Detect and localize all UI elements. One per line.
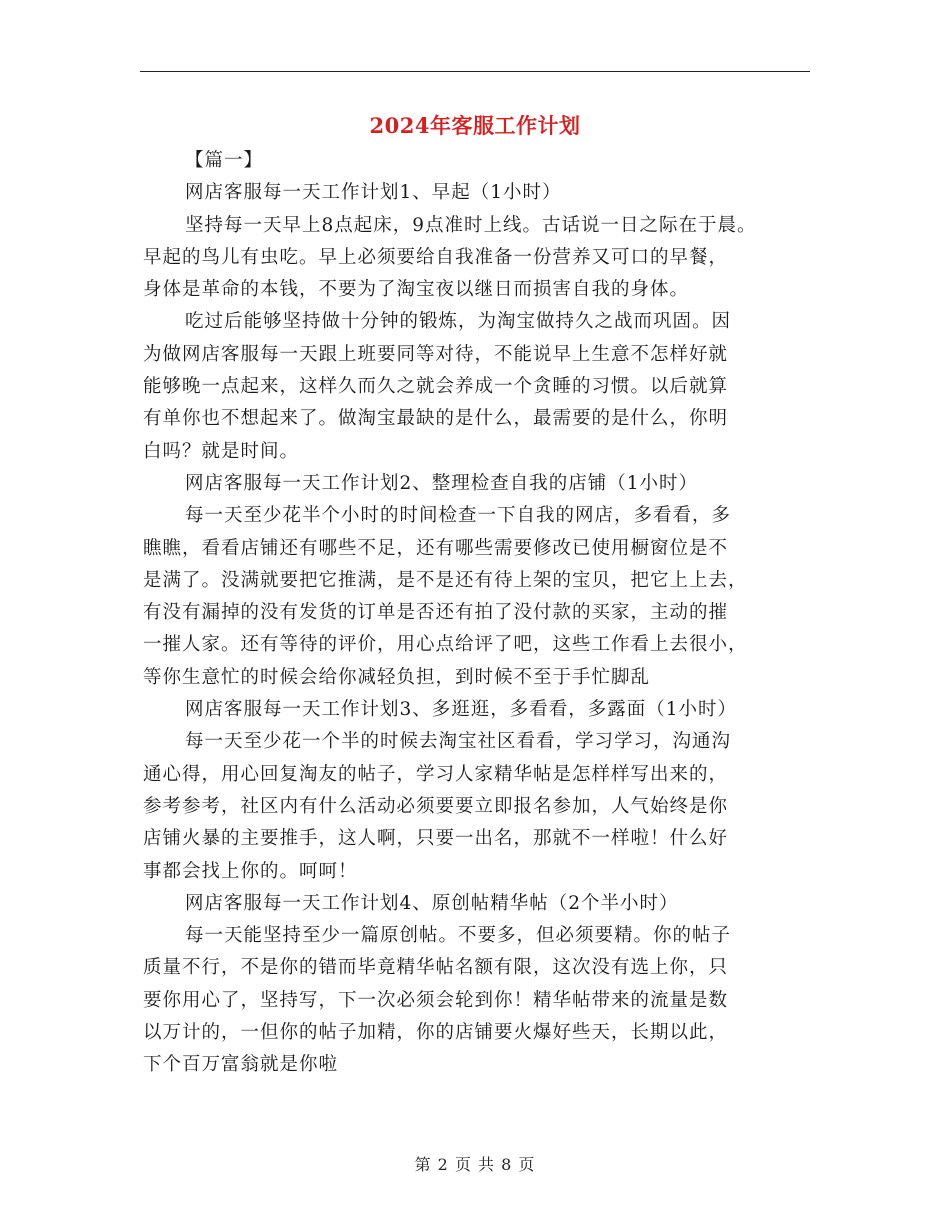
body-text-line: 以万计的，一但你的帖子加精，你的店铺要火爆好些天，长期以此，	[143, 1022, 729, 1044]
body-text-line: 身体是革命的本钱，不要为了淘宝夜以继日而损害自我的身体。	[143, 279, 690, 301]
page-number-label: 第 2 页 共 8 页	[414, 1155, 536, 1174]
document-title: 2024年客服工作计划	[369, 113, 581, 138]
body-text-line: 网店客服每一天工作计划4、原创帖精华帖（2个半小时）	[185, 892, 679, 914]
body-text-line: 每一天至少花半个小时的时间检查一下自我的网店，多看看，多	[185, 505, 732, 527]
body-text-line: 瞧瞧，看看店铺还有哪些不足，还有哪些需要修改已使用橱窗位是不	[143, 537, 729, 559]
body-text-line: 要你用心了，坚持写，下一次必须会轮到你！精华帖带来的流量是数	[143, 989, 729, 1011]
body-text-line: 网店客服每一天工作计划3、多逛逛，多看看，多露面（1小时）	[185, 699, 738, 721]
body-text-line: 网店客服每一天工作计划2、整理检查自我的店铺（1小时）	[185, 472, 699, 494]
body-text-line: 早起的鸟儿有虫吃。早上必须要给自我准备一份营养又可口的早餐，	[143, 246, 729, 268]
document-body	[143, 145, 815, 1082]
body-text-line: 能够晚一点起来，这样久而久之就会养成一个贪睡的习惯。以后就算	[143, 376, 729, 398]
header-rule	[140, 71, 810, 72]
body-text-line: 有单你也不想起来了。做淘宝最缺的是什么，最需要的是什么，你明	[143, 408, 729, 430]
body-text-line: 为做网店客服每一天跟上班要同等对待，不能说早上生意不怎样好就	[143, 343, 729, 365]
body-text-line: 网店客服每一天工作计划1、早起（1小时）	[185, 182, 562, 204]
body-text-line: 每一天至少花一个半的时候去淘宝社区看看，学习学习，沟通沟	[185, 731, 732, 753]
body-text-line: 等你生意忙的时候会给你减轻负担，到时候不至于手忙脚乱	[143, 666, 651, 688]
body-text-line: 有没有漏掉的没有发货的订单是否还有拍了没付款的买家，主动的摧	[143, 602, 729, 624]
body-text-line: 通心得，用心回复淘友的帖子，学习人家精华帖是怎样样写出来的，	[143, 763, 729, 785]
body-text-line: 一摧人家。还有等待的评价，用心点给评了吧，这些工作看上去很小，	[143, 634, 748, 656]
body-text-line: 吃过后能够坚持做十分钟的锻炼，为淘宝做持久之战而巩固。因	[185, 311, 732, 333]
body-text-line: 坚持每一天早上8点起床，9点准时上线。古话说一日之际在于晨。	[185, 214, 757, 236]
body-text-line: 【篇一】	[185, 150, 264, 171]
page-footer	[0, 1152, 950, 1175]
body-text-line: 每一天能坚持至少一篇原创帖。不要多，但必须要精。你的帖子	[185, 925, 732, 947]
body-text-line: 参考参考，社区内有什么活动必须要要立即报名参加，人气始终是你	[143, 795, 729, 817]
body-text-line: 事都会找上你的。呵呵！	[143, 860, 358, 882]
body-text-line: 质量不行，不是你的错而毕竟精华帖名额有限，这次没有选上你，只	[143, 957, 729, 979]
body-text-line: 下个百万富翁就是你啦	[143, 1054, 339, 1076]
body-text-line: 是满了。没满就要把它推满，是不是还有待上架的宝贝，把它上上去，	[143, 569, 748, 591]
body-text-line: 店铺火暴的主要推手，这人啊，只要一出名，那就不一样啦！什么好	[143, 828, 729, 850]
body-text-line: 白吗？就是时间。	[143, 440, 300, 462]
